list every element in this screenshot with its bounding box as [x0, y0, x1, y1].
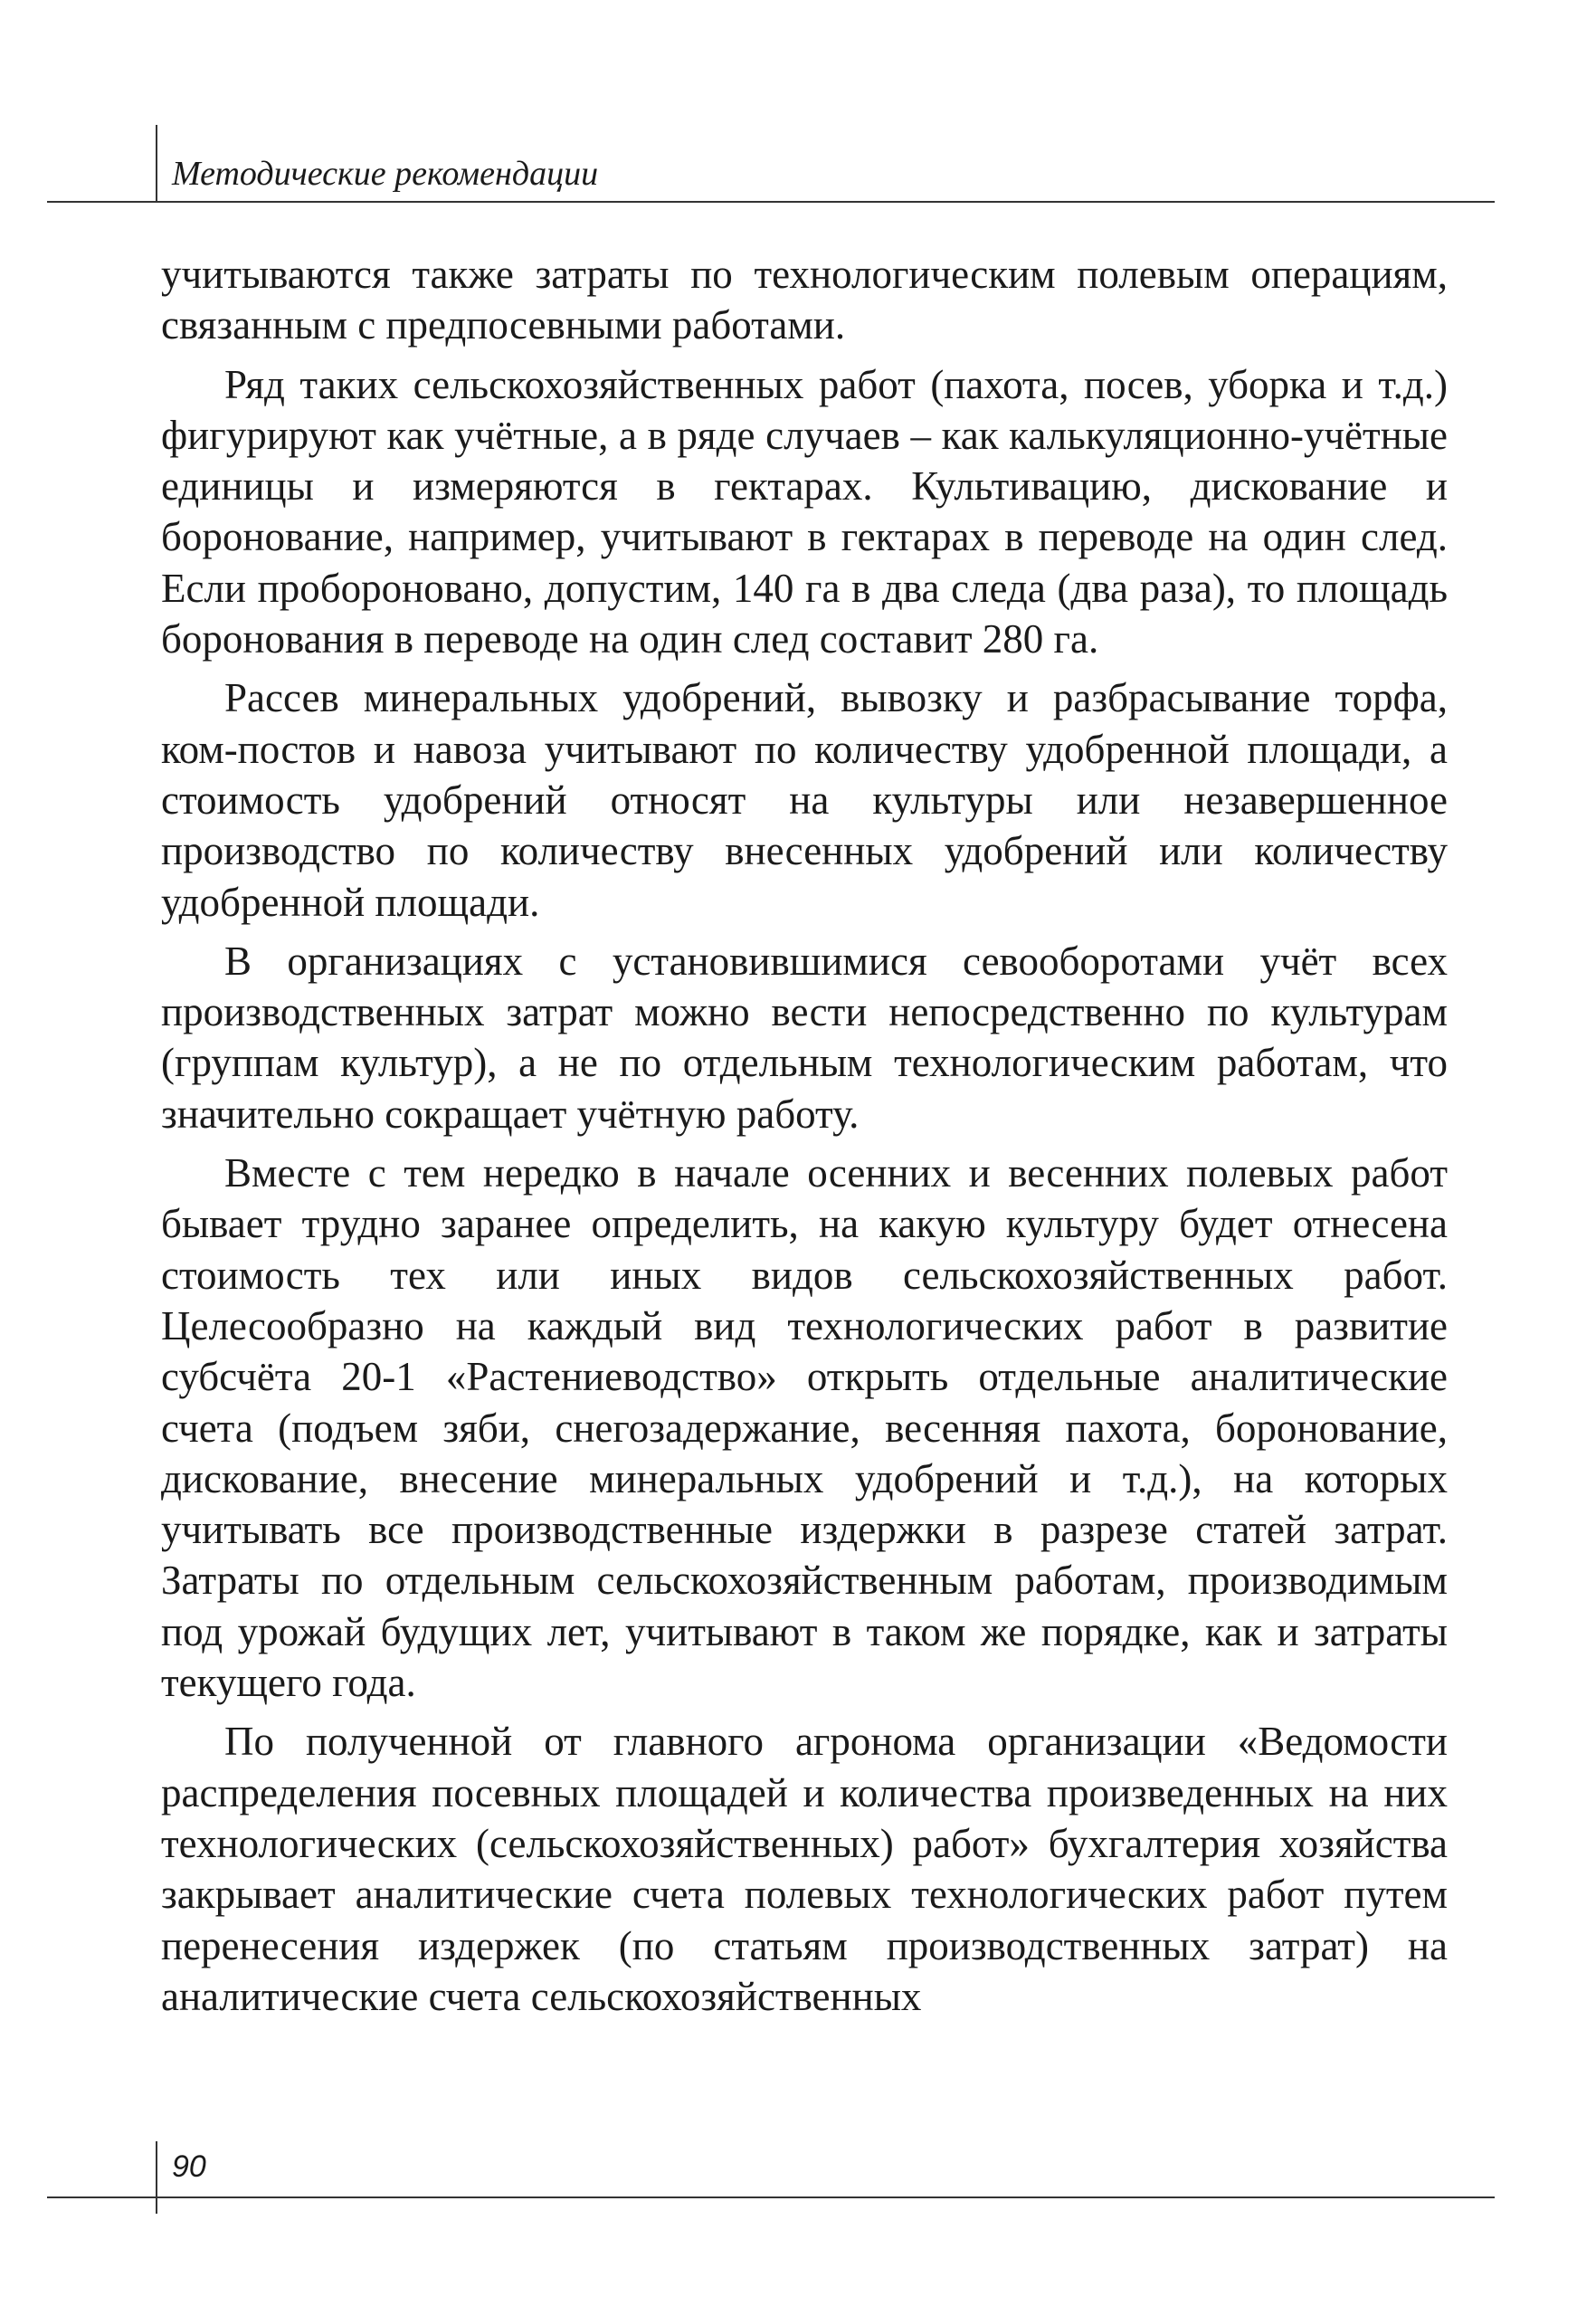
- header-vertical-rule: [156, 125, 157, 203]
- paragraph-2: Ряд таких сельскохозяйственных работ (пахота, посев, уборка и т.д.) фигурируют как учётные, а в ряде случаев – как калькуляционно-учётные единицы и измеряются в гектарах. Культивацию, дискование и боронование, например, учитывают в гектарах в переводе на один след. Если пробороновано, допустим, 140 га в два следа (два раза), то площадь боронования в переводе на один след составит 280 га.: [161, 361, 1448, 662]
- body-text: [161, 249, 1448, 2022]
- page-number: 90: [172, 2149, 206, 2184]
- paragraph-5: Вместе с тем нередко в начале осенних и весенних полевых работ бывает трудно заранее определить, на какую культуру будет отнесена стоимость тех или иных видов сельскохозяйственных работ. Целесообразно на каждый вид технологических работ в развитие субсчёта 20-1 «Растениеводство» открыть отдельные аналитические счета (подъем зяби, снегозадержание, весенняя пахота, боронование, дискование, внесение минеральных удобрений и т.д.), на которых учитывать все производственные издержки в разрезе статей затрат. Затраты по отдельным сельскохозяйственным работам, производимым под урожай будущих лет, учитывают в таком же порядке, как и затраты текущего года.: [161, 1150, 1448, 1706]
- paragraph-4: В организациях с установившимися севооборотами учёт всех производственных затрат можно вести непосредственно по культурам (группам культур), а не по отдельным технологическим работам, что значительно сокращает учётную работу.: [161, 938, 1448, 1137]
- running-title: Методические рекомендации: [172, 155, 599, 193]
- paragraph-3: Рассев минеральных удобрений, вывозку и разбрасывание торфа, ком-постов и навоза учитывают по количеству удобренной площади, а стоимость удобрений относят на культуры или незавершенное производство по количеству внесенных удобрений или количеству удобренной площади.: [161, 675, 1448, 925]
- footer-vertical-rule: [156, 2141, 157, 2214]
- paragraph-1: учитываются также затраты по технологическим полевым операциям, связанным с предпосевными работами.: [161, 252, 1448, 348]
- footer-horizontal-rule: [47, 2196, 1495, 2198]
- paragraph-6: По полученной от главного агронома организации «Ведомости распределения посевных площадей и количества произведенных на них технологических (сельскохозяйственных) работ» бухгалтерия хозяйства закрывает аналитические счета полевых технологических работ путем перенесения издержек (по статьям производственных затрат) на аналитические счета сельскохозяйственных: [161, 1719, 1448, 2019]
- header-horizontal-rule: [47, 201, 1495, 203]
